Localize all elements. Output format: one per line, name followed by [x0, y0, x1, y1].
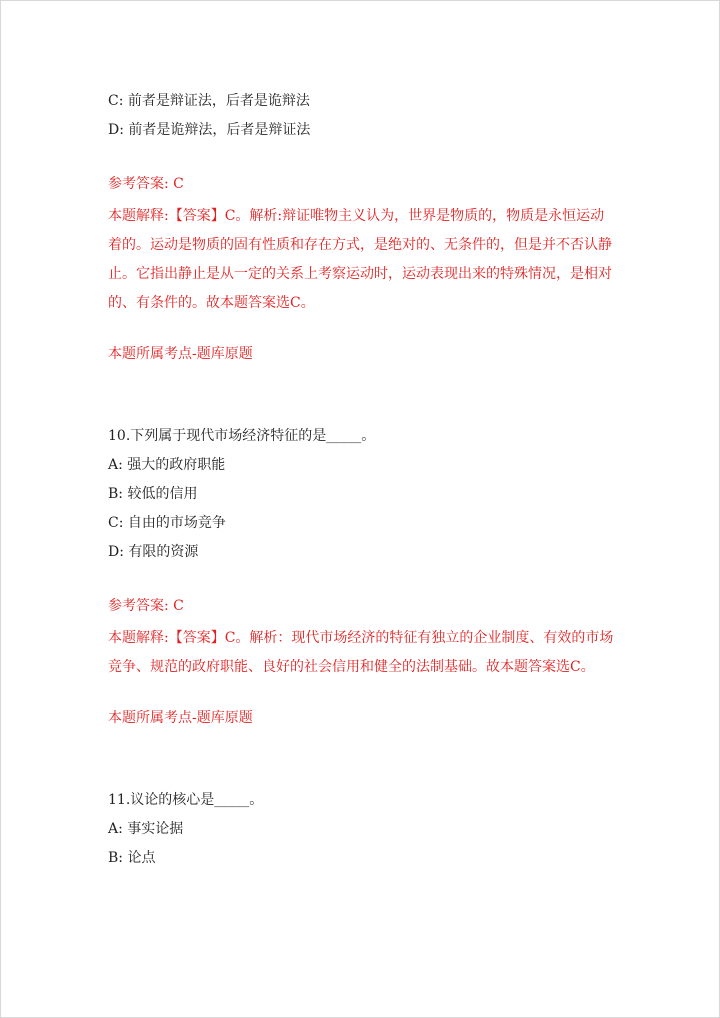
q10-option-b: B: 较低的信用: [108, 486, 198, 502]
q9-explanation: 本题解释:【答案】C。解析:辩证唯物主义认为，世界是物质的，物质是永恒运动着的。运动是物质的固有性质和存在方式，是绝对的、无条件的，但是并不否认静止。它指出静止是从一定的关系上考察运动时，运动表现出来的特殊情况，是相对的、有条件的。故本题答案选C。: [108, 208, 612, 311]
q10-option-c: C: 自由的市场竞争: [108, 515, 226, 531]
q11-option-b: B: 论点: [108, 850, 156, 866]
q10-source: 本题所属考点-题库原题: [108, 710, 253, 726]
q9-option-c: C: 前者是辩证法，后者是诡辩法: [108, 93, 310, 109]
q9-answer: 参考答案: C: [108, 176, 184, 192]
document-body: [108, 90, 618, 876]
q11-stem: 11.议论的核心是_____。: [108, 792, 264, 808]
q11-option-a: A: 事实论据: [108, 821, 184, 837]
q10-answer: 参考答案: C: [108, 598, 184, 614]
q9-source: 本题所属考点-题库原题: [108, 346, 253, 362]
q9-option-d: D: 前者是诡辩法，后者是辩证法: [108, 122, 311, 138]
q10-option-a: A: 强大的政府职能: [108, 457, 226, 473]
q10-option-d: D: 有限的资源: [108, 544, 199, 560]
q10-stem: 10.下列属于现代市场经济特征的是_____。: [108, 428, 376, 444]
q10-explanation: 本题解释:【答案】C。解析：现代市场经济的特征有独立的企业制度、有效的市场竞争、规范的政府职能、良好的社会信用和健全的法制基础。故本题答案选C。: [108, 630, 614, 675]
